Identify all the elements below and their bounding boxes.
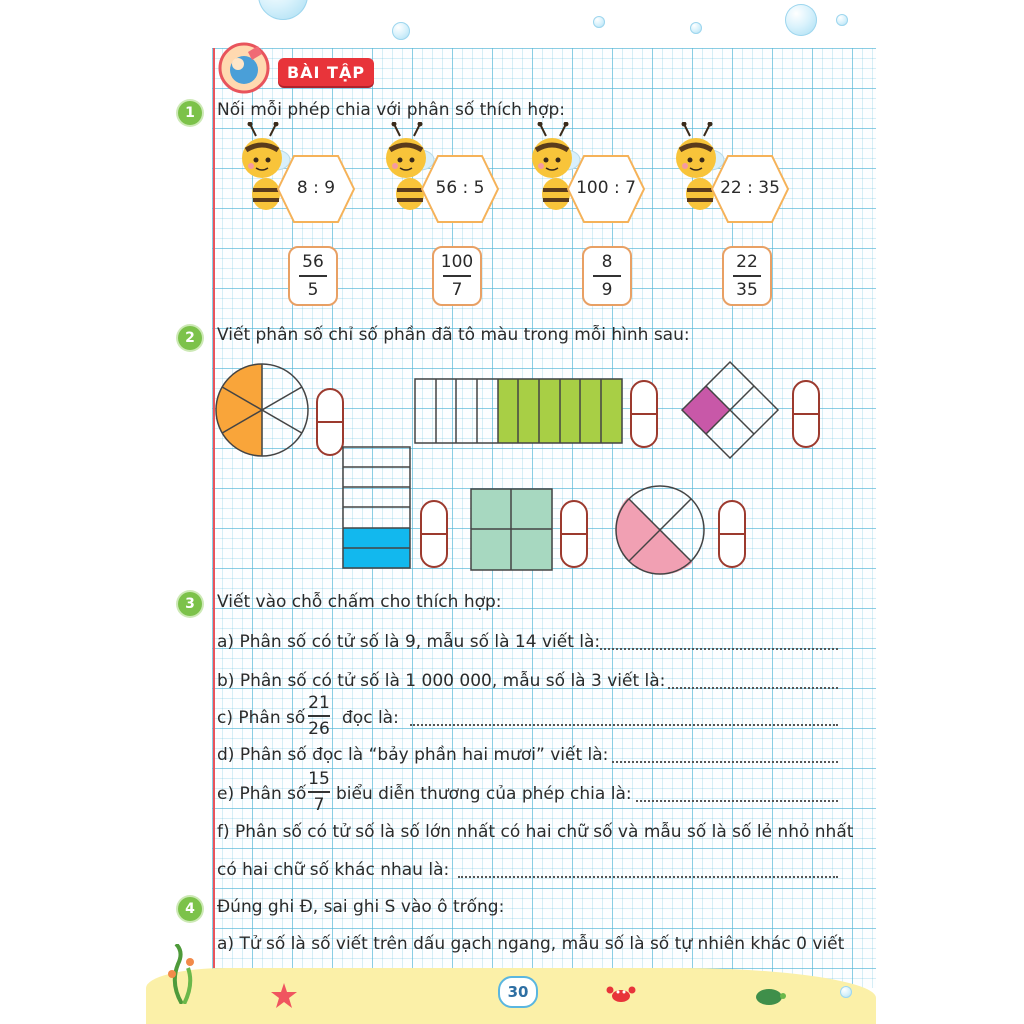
answer-line-c[interactable] <box>410 722 838 726</box>
question-d: d) Phân số đọc là “bảy phần hai mươi” viết là: <box>217 745 609 765</box>
fraction-numerator: 15 <box>308 769 330 789</box>
inline-fraction <box>308 769 330 815</box>
fraction-denominator: 35 <box>736 280 758 300</box>
exercise-number: 1 <box>178 101 202 125</box>
division-expression: 22 : 35 <box>720 178 780 198</box>
fraction-bar <box>593 275 621 277</box>
exercise-title: Đúng ghi Đ, sai ghi S vào ô trống: <box>217 897 505 917</box>
question-f-line2: có hai chữ số khác nhau là: <box>217 860 450 880</box>
fraction-answer-box[interactable] <box>316 388 344 456</box>
exercise-number: 4 <box>178 897 202 921</box>
crab-icon <box>606 982 636 1006</box>
fraction-answer-box[interactable] <box>718 500 746 568</box>
shape-diamond-quarters <box>680 360 780 460</box>
bubble-decoration <box>593 16 605 28</box>
fraction-numerator: 100 <box>440 252 474 272</box>
shape-square-quarters <box>470 488 554 572</box>
bubble-decoration <box>840 986 852 998</box>
answer-line-d[interactable] <box>612 759 838 763</box>
seaweed-icon <box>160 944 204 1004</box>
fraction-answer-box[interactable] <box>630 380 658 448</box>
answer-line-b[interactable] <box>668 685 838 689</box>
fraction-answer-box[interactable] <box>792 380 820 448</box>
fraction-denominator: 7 <box>451 280 463 300</box>
bubble-decoration <box>392 22 410 40</box>
bubble-decoration <box>785 4 817 36</box>
question-b: b) Phân số có tử số là 1 000 000, mẫu số là 3 viết là: <box>217 671 666 691</box>
fraction-bar <box>299 275 327 277</box>
answer-line-e[interactable] <box>636 798 838 802</box>
answer-line-f[interactable] <box>458 874 838 878</box>
fraction-denominator: 7 <box>313 794 325 815</box>
fraction-answer-box[interactable] <box>420 500 448 568</box>
fraction-card[interactable] <box>722 246 772 306</box>
bubble-decoration <box>258 0 308 20</box>
exercise-title: Viết phân số chỉ số phần đã tô màu trong mỗi hình sau: <box>217 325 690 345</box>
question-f-line1: f) Phân số có tử số là số lớn nhất có hai chữ số và mẫu số là số lẻ nhỏ nhất <box>217 822 854 842</box>
fraction-denominator: 9 <box>601 280 613 300</box>
fraction-denominator: 5 <box>307 280 319 300</box>
question-e-prefix: e) Phân số <box>217 784 307 804</box>
exercise-title: Viết vào chỗ chấm cho thích hợp: <box>217 592 502 612</box>
answer-line-a[interactable] <box>600 646 838 650</box>
page-number: 30 <box>498 976 538 1008</box>
fraction-numerator: 22 <box>736 252 758 272</box>
fraction-answer-box[interactable] <box>560 500 588 568</box>
question-a: a) Phân số có tử số là 9, mẫu số là 14 viết là: <box>217 632 601 652</box>
question-c-suffix: đọc là: <box>342 708 399 728</box>
fraction-numerator: 8 <box>601 252 613 272</box>
question-e-suffix: biểu diễn thương của phép chia là: <box>336 784 632 804</box>
fraction-card[interactable] <box>432 246 482 306</box>
division-expression: 8 : 9 <box>296 178 336 198</box>
page-title: BÀI TẬP <box>278 58 374 86</box>
question-c-prefix: c) Phân số <box>217 708 306 728</box>
bubble-decoration <box>836 14 848 26</box>
fraction-card[interactable] <box>288 246 338 306</box>
exercise-number: 3 <box>178 592 202 616</box>
fraction-bar <box>308 715 330 717</box>
shape-bar-tenths <box>414 378 624 444</box>
starfish-icon <box>270 982 298 1010</box>
division-expression: 56 : 5 <box>435 178 485 198</box>
question-4a: a) Tử số là số viết trên dấu gạch ngang, mẫu số là số tự nhiên khác 0 viết <box>217 934 845 954</box>
margin-line <box>213 48 215 968</box>
turtle-icon <box>752 984 786 1006</box>
division-expression: 100 : 7 <box>576 178 636 198</box>
shape-circle-sixths <box>214 362 310 458</box>
fraction-numerator: 56 <box>302 252 324 272</box>
fraction-denominator: 26 <box>308 718 330 739</box>
exercise-number: 2 <box>178 326 202 350</box>
fraction-bar <box>733 275 761 277</box>
fraction-bar <box>308 791 330 793</box>
fraction-card[interactable] <box>582 246 632 306</box>
bubble-decoration <box>690 22 702 34</box>
mascot-icon <box>218 42 270 94</box>
inline-fraction <box>308 693 330 739</box>
fraction-bar <box>443 275 471 277</box>
shape-stack-sixths <box>342 446 412 570</box>
exercise-title: Nối mỗi phép chia với phân số thích hợp: <box>217 100 566 120</box>
fraction-numerator: 21 <box>308 693 330 713</box>
shape-circle-quarters <box>614 484 706 576</box>
